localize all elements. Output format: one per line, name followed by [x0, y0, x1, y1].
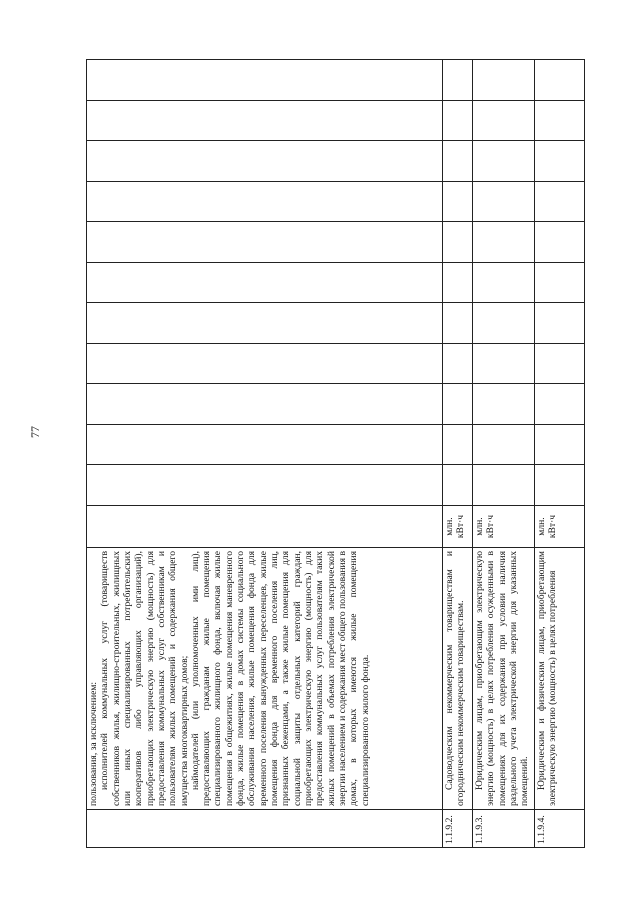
- value-cell: [443, 60, 473, 101]
- row-description-cell: [87, 548, 443, 810]
- row-unit-cell: млн. кВт·ч: [473, 506, 535, 548]
- value-cell: [87, 303, 443, 344]
- value-cell: [443, 100, 473, 141]
- value-cell: [443, 465, 473, 506]
- value-cell: [443, 262, 473, 303]
- value-cell: [473, 222, 535, 263]
- value-cell: [87, 60, 443, 101]
- description-paragraph: Юридическим и физическим лицам, приобретающим электрическую энергию (мощность) в целях потребления: [536, 551, 559, 806]
- row-unit-cell: млн. кВт·ч: [443, 506, 473, 548]
- row-description-cell: [473, 548, 535, 810]
- row-unit-cell: [87, 506, 443, 548]
- row-description-cell: [443, 548, 473, 810]
- value-cell: [443, 303, 473, 344]
- page-number: 77: [28, 426, 42, 438]
- value-cell: [443, 384, 473, 425]
- value-cell: [473, 384, 535, 425]
- value-cell: [473, 141, 535, 182]
- table-row: [473, 60, 535, 848]
- row-unit-cell: млн. кВт·ч: [535, 506, 585, 548]
- value-cell: [473, 303, 535, 344]
- row-code-cell: 1.1.9.3.: [473, 810, 535, 848]
- value-cell: [535, 465, 585, 506]
- value-cell: [443, 181, 473, 222]
- value-cell: [535, 262, 585, 303]
- table-row: [443, 60, 473, 848]
- table-row: [87, 60, 443, 848]
- value-cell: [535, 384, 585, 425]
- table-row: [535, 60, 585, 848]
- value-cell: [87, 262, 443, 303]
- value-cell: [535, 100, 585, 141]
- tariff-table: [86, 59, 585, 848]
- row-code-cell: 1.1.9.4.: [535, 810, 585, 848]
- value-cell: [535, 424, 585, 465]
- value-cell: [473, 181, 535, 222]
- value-cell: [87, 424, 443, 465]
- value-cell: [535, 60, 585, 101]
- value-cell: [87, 100, 443, 141]
- value-cell: [87, 343, 443, 384]
- value-cell: [473, 60, 535, 101]
- value-cell: [473, 262, 535, 303]
- value-cell: [443, 141, 473, 182]
- value-cell: [443, 222, 473, 263]
- value-cell: [443, 343, 473, 384]
- description-paragraph: Садоводческим некоммерческим товариществам и огородническим некоммерческим товариществам.: [444, 551, 467, 806]
- value-cell: [473, 343, 535, 384]
- row-code-cell: 1.1.9.2.: [443, 810, 473, 848]
- tariff-table-rotated: [86, 60, 584, 848]
- description-paragraph: пользования, за исключением:: [88, 681, 99, 806]
- value-cell: [473, 465, 535, 506]
- value-cell: [87, 222, 443, 263]
- value-cell: [535, 343, 585, 384]
- value-cell: [535, 222, 585, 263]
- description-paragraph: исполнителей коммунальных услуг (товариществ собственников жилья, жилищно-строительных, жилищных или иных специализированных потребительских кооперативов либо управляющих организаций), приобретающих электрическую энергию (мощность) для предоставления коммунальных услуг собственникам и пользователям жилых помещений и содержания общего имущества многоквартирных домов;: [99, 551, 190, 806]
- row-description-cell: [535, 548, 585, 810]
- description-paragraph: наймодателей (или уполномоченных ими лиц), предоставляющих гражданам жилые помещения специализированного жилищного фонда, включая жилые помещения в общежитиях, жилые помещения маневренного фонда, жилые помещения в домах системы социального обслуживания населения, жилые помещения фонда для временного поселения вынужденных переселенцев, жилые помещения фонда для временного поселения лиц, признанных беженцами, а также жилые помещения для социальной защиты отдельных категорий граждан, приобретающих электрическую энергию (мощность) для предоставления коммунальных услуг пользователям таких жилых помещений в объемах потребления электрической энергии населением и содержания мест общего пользования в домах, в которых имеются жилые помещения специализированного жилого фонда.: [189, 551, 371, 806]
- value-cell: [87, 141, 443, 182]
- value-cell: [87, 465, 443, 506]
- value-cell: [87, 181, 443, 222]
- value-cell: [443, 424, 473, 465]
- row-code-cell: [87, 810, 443, 848]
- value-cell: [535, 303, 585, 344]
- value-cell: [473, 100, 535, 141]
- value-cell: [535, 141, 585, 182]
- value-cell: [473, 424, 535, 465]
- description-paragraph: Юридическим лицам, приобретающим электрическую энергию (мощность) в целях потребления осужденными в помещениях для их содержания при условии наличия раздельного учета электрической энергии для указанных помещений.: [474, 551, 531, 806]
- value-cell: [87, 384, 443, 425]
- value-cell: [535, 181, 585, 222]
